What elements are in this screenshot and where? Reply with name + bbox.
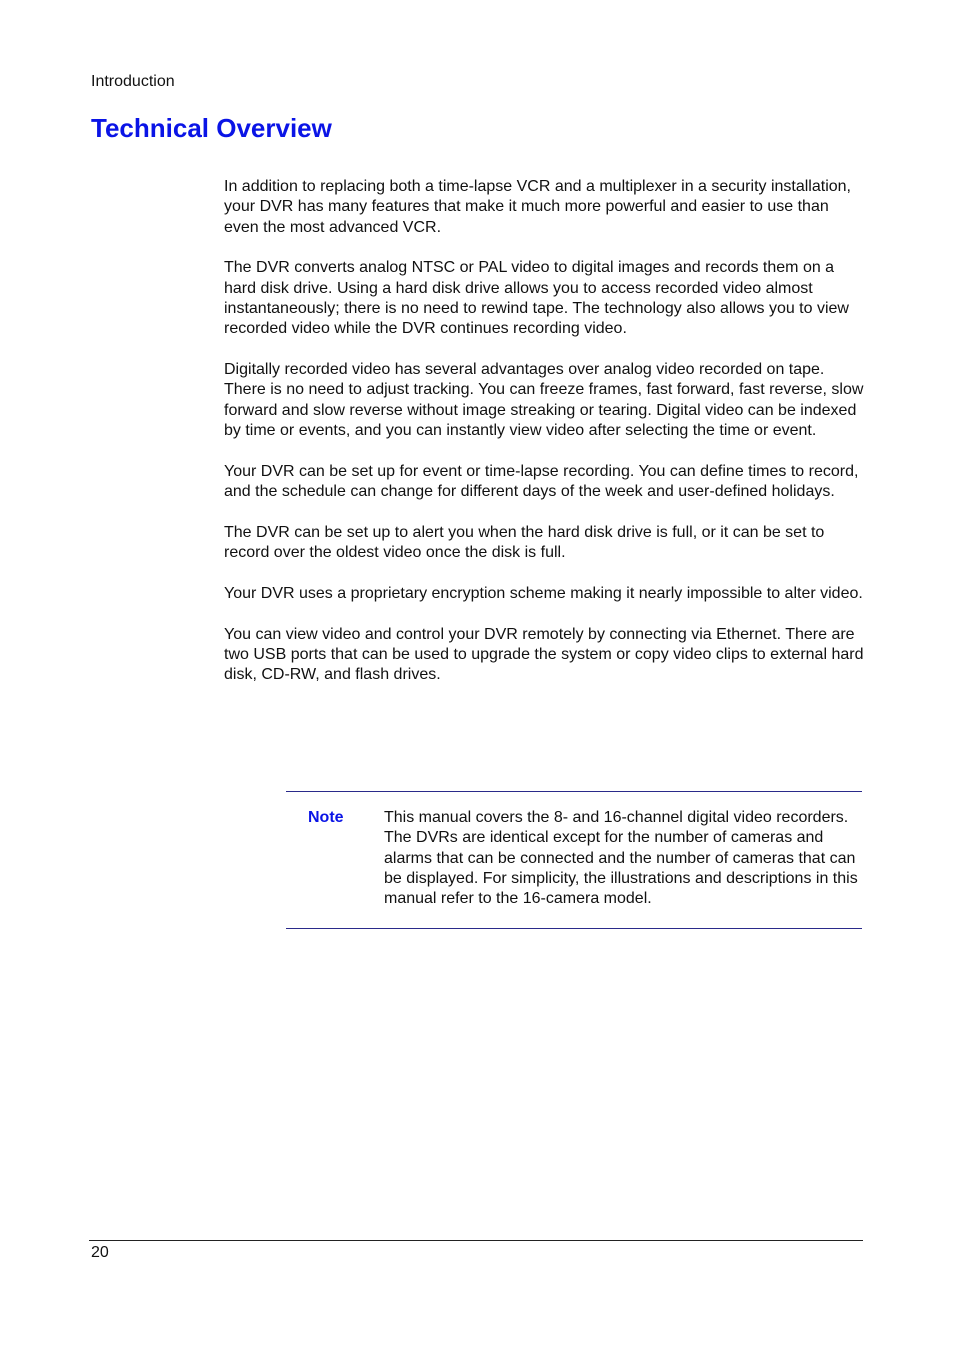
body-text [224, 177, 864, 706]
page-title: Technical Overview [91, 113, 332, 143]
footer-divider [89, 1240, 863, 1241]
paragraph-remote: You can view video and control your DVR remotely by connecting via Ethernet. There are two USB ports that can be used to upgrade the system or copy video clips to external hard disk, CD-RW, and flash drives. [224, 625, 864, 684]
paragraph-encryption: Your DVR uses a proprietary encryption scheme making it nearly impossible to alter video. [224, 584, 863, 602]
paragraph-intro: In addition to replacing both a time-lapse VCR and a multiplexer in a security installation, your DVR has many features that make it much more powerful and easier to use than even the most advanced VCR. [224, 178, 851, 236]
note-label: Note [308, 809, 344, 826]
paragraph-conversion: The DVR converts analog NTSC or PAL video to digital images and records them on a hard disk drive. Using a hard disk drive allows you to access recorded video almost instantaneously; there is no need to rewind tape. The technology also allows you to view recorded video while the DVR continues recording video. [224, 259, 849, 338]
paragraph-disk-full: The DVR can be set up to alert you when the hard disk drive is full, or it can be set to record over the oldest video once the disk is full. [224, 523, 825, 562]
paragraph-advantages: Digitally recorded video has several advantages over analog video recorded on tape. There is no need to adjust tracking. You can freeze frames, fast forward, fast reverse, slow forward and slow reverse without image streaking or tearing. Digital video can be indexed by time or events, and you can instantly view video after selecting the time or event. [224, 361, 864, 439]
running-header: Introduction [91, 73, 175, 90]
note-text: This manual covers the 8- and 16-channel digital video recorders. The DVRs are identical except for the number of cameras and alarms that can be connected and the number of cameras that can be displayed. For simplicity, the illustrations and descriptions in this manual refer to the 16-camera model. [384, 809, 858, 908]
page-number: 20 [91, 1244, 109, 1261]
paragraph-recording: Your DVR can be set up for event or time-lapse recording. You can define times to record, and the schedule can change for different days of the week and user-defined holidays. [224, 462, 859, 501]
note-box [286, 791, 862, 929]
